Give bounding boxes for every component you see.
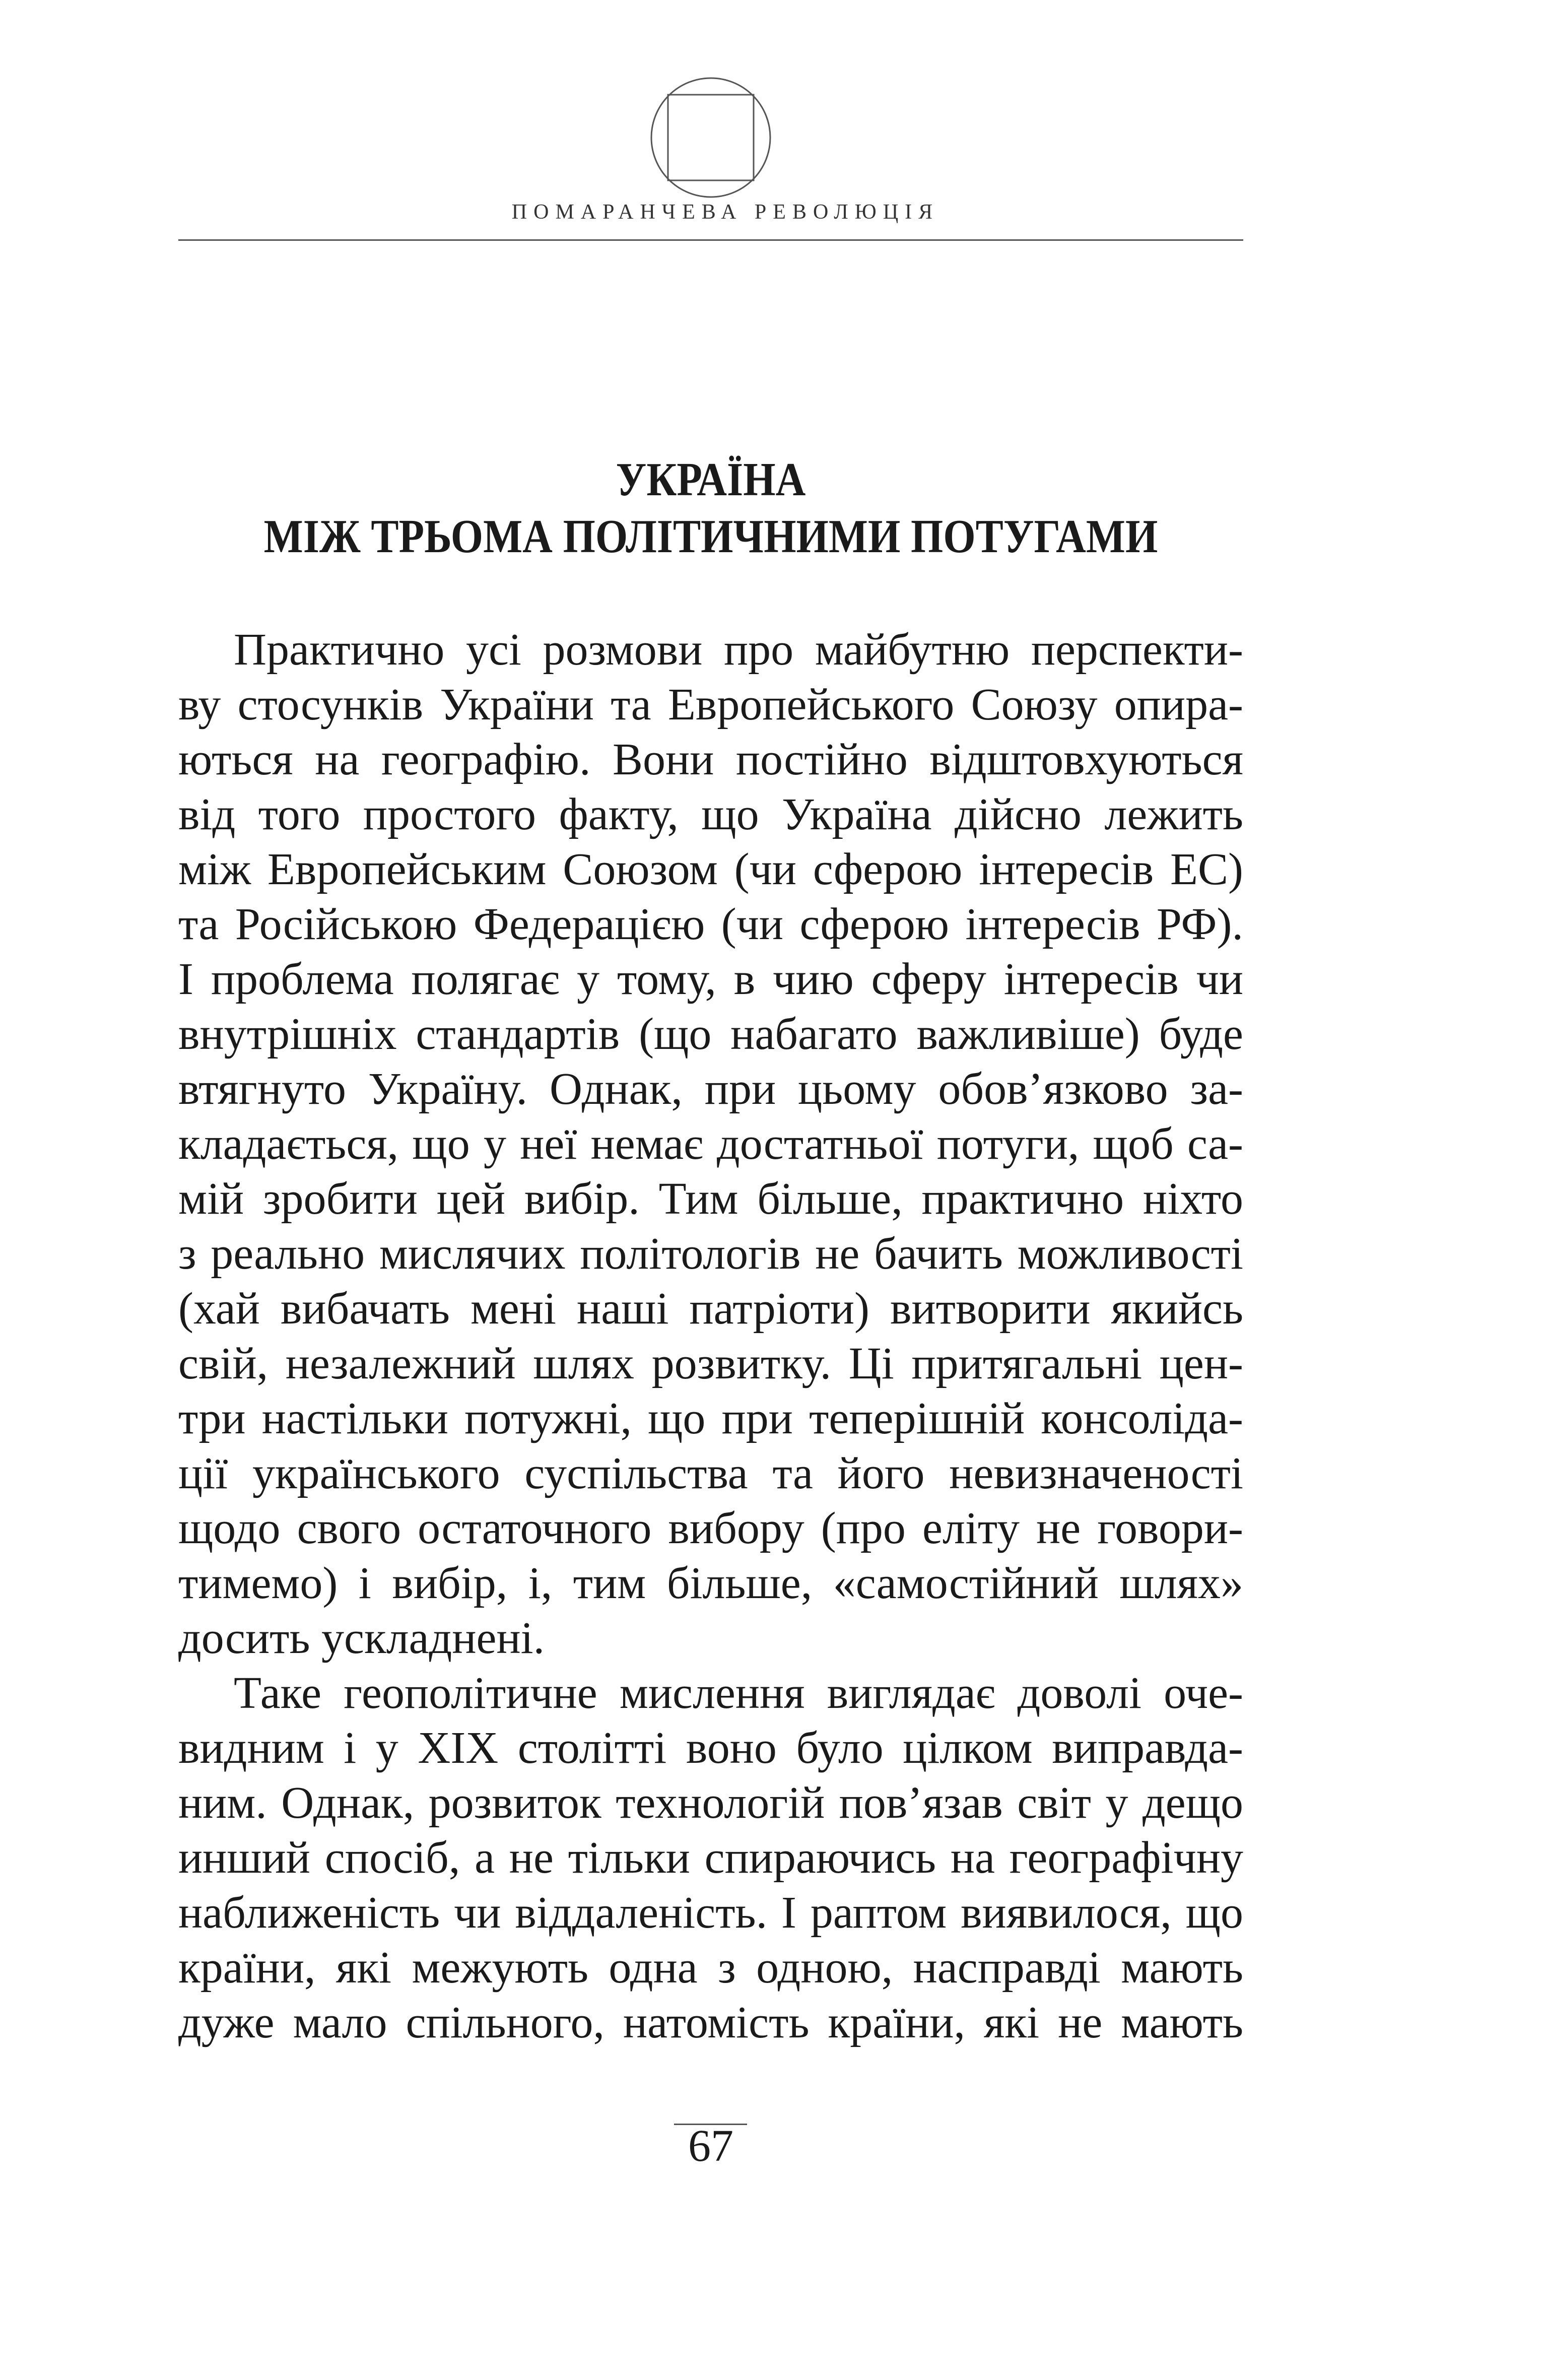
paragraph-1-line: ву стосунків України та Европейського Союзу опира- bbox=[178, 680, 1243, 730]
circle-square-emblem-icon bbox=[648, 75, 774, 201]
chapter-title-line-2: МІЖ ТРЬОМА ПОЛІТИЧНИМИ ПОТУГАМИ bbox=[263, 510, 1158, 563]
paragraph-1-line: тимемо) і вибір, і, тим більше, «самостійний шлях» bbox=[178, 1558, 1243, 1608]
paragraph-1-line: Практично усі розмови про майбутню перспекти- bbox=[234, 625, 1243, 675]
paragraph-1-line: між Европейським Союзом (чи сферою інтересів ЕС) bbox=[178, 844, 1243, 894]
paragraph-1-line: від того простого факту, що Україна дійсно лежить bbox=[178, 789, 1243, 839]
paragraph-1-line: кладається, що у неї немає достатньої потуги, щоб са- bbox=[178, 1119, 1243, 1169]
paragraph-1-line: ції українського суспільства та його невизначеності bbox=[178, 1448, 1243, 1498]
chapter-title-line-1: УКРАЇНА bbox=[616, 453, 806, 506]
paragraph-1-line: щодо свого остаточного вибору (про еліту не говори- bbox=[178, 1503, 1243, 1553]
paragraph-1-line: І проблема полягає у тому, в чию сферу інтересів чи bbox=[178, 954, 1243, 1004]
paragraph-2-line: наближеність чи віддаленість. І раптом виявилося, що bbox=[178, 1888, 1243, 1938]
paragraph-1-line: внутрішніх стандартів (що набагато важливіше) буде bbox=[178, 1009, 1243, 1059]
paragraph-2-line: инший спосіб, а не тільки спираючись на географічну bbox=[178, 1833, 1243, 1883]
paragraph-2-line: видним і у ХІХ столітті воно було цілком виправда- bbox=[178, 1723, 1243, 1773]
paragraph-2-line: Таке геополітичне мислення виглядає доволі оче- bbox=[234, 1668, 1243, 1718]
paragraph-1-line: втягнуто Україну. Однак, при цьому обов’язково за- bbox=[178, 1064, 1243, 1114]
paragraph-2-line: країни, які межують одна з одною, насправді мають bbox=[178, 1943, 1243, 1993]
paragraph-1-line: свій, незалежний шлях розвитку. Ці притягальні цен- bbox=[178, 1339, 1243, 1389]
running-header: ПОМАРАНЧЕВА РЕВОЛЮЦІЯ bbox=[511, 201, 939, 224]
paragraph-1-line: мій зробити цей вибір. Тим більше, практично ніхто bbox=[178, 1174, 1243, 1224]
paragraph-2-line: дуже мало спільного, натомість країни, які не мають bbox=[178, 1998, 1243, 2047]
paragraph-1-line: (хай вибачать мені наші патріоти) витворити якийсь bbox=[178, 1284, 1243, 1334]
paragraph-1-line: з реально мислячих політологів не бачить можливості bbox=[178, 1229, 1243, 1279]
paragraph-1-line: ються на географію. Вони постійно відштовхуються bbox=[178, 735, 1243, 784]
paragraph-1-line: три настільки потужні, що при теперішній консоліда- bbox=[178, 1394, 1243, 1443]
paragraph-1-line: та Російською Федерацією (чи сферою інтересів РФ). bbox=[178, 899, 1243, 949]
header-divider bbox=[178, 239, 1243, 241]
paragraph-2-line: ним. Однак, розвиток технологій пов’язав світ у дещо bbox=[178, 1778, 1243, 1828]
page-number: 67 bbox=[688, 2121, 733, 2171]
body-text bbox=[178, 622, 1243, 2050]
paragraph-1-line: досить ускладнені. bbox=[178, 1613, 545, 1663]
